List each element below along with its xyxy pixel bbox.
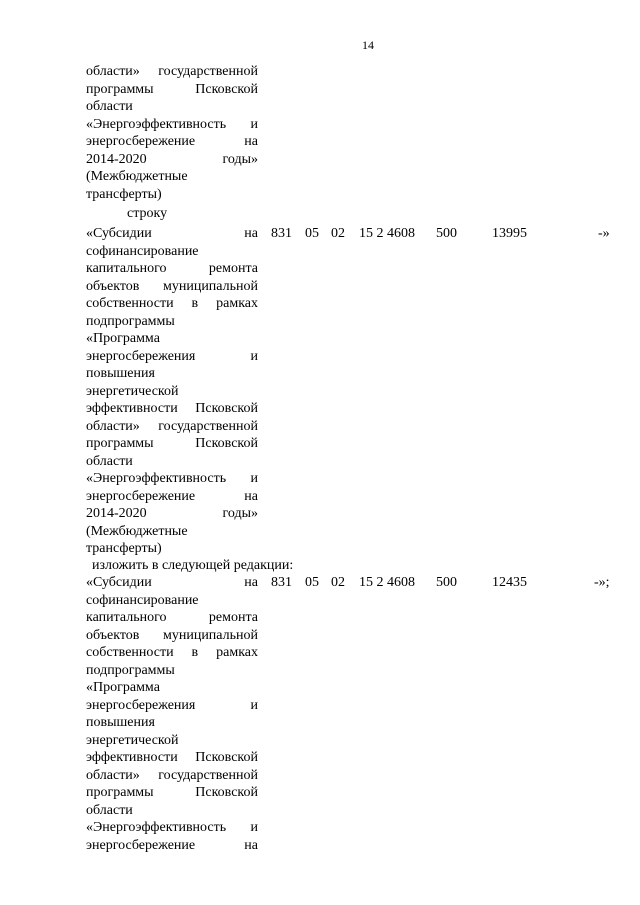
description-line: энергосбережение на bbox=[86, 134, 258, 149]
top-block-description bbox=[86, 63, 258, 203]
row-1-expense-type: 500 bbox=[436, 226, 457, 241]
description-line: эффективности Псковской bbox=[86, 750, 258, 765]
description-line: 2014-2020 годы» bbox=[86, 151, 258, 167]
description-line: энергосбережения и bbox=[86, 348, 258, 364]
description-line: программы Псковской bbox=[86, 436, 258, 451]
description-line: собственности в рамках bbox=[86, 645, 258, 660]
row-1-target-article: 15 2 4608 bbox=[359, 226, 415, 241]
description-line: капитального ремонта bbox=[86, 261, 258, 276]
description-line: 2014-2020 годы» bbox=[86, 506, 258, 521]
description-line: энергосбережение на bbox=[86, 488, 258, 504]
description-line: «Энергоэффективность и bbox=[86, 116, 258, 132]
description-line: «Программа bbox=[86, 331, 160, 346]
description-line: энергосбережение на bbox=[86, 837, 258, 853]
row-2-amount: 12435 bbox=[492, 575, 527, 590]
description-line: повышения bbox=[86, 715, 155, 730]
description-line: области» государственной bbox=[86, 767, 258, 783]
page-number: 14 bbox=[362, 38, 374, 52]
description-line: «Программа bbox=[86, 680, 160, 695]
description-line: «Субсидии на bbox=[86, 575, 258, 590]
description-line: собственности в рамках bbox=[86, 296, 258, 311]
description-line: программы Псковской bbox=[86, 785, 258, 800]
instruction-new-edition: изложить в следующей редакции: bbox=[92, 558, 294, 573]
description-line: софинансирование bbox=[86, 243, 199, 259]
description-line: софинансирование bbox=[86, 592, 199, 608]
row-1-section: 05 bbox=[305, 226, 319, 241]
description-line: подпрограммы bbox=[86, 662, 175, 678]
description-line: «Энергоэффективность и bbox=[86, 820, 258, 835]
description-line: области bbox=[86, 802, 133, 818]
row-1-closing: -» bbox=[598, 226, 610, 241]
row-2-subsection: 02 bbox=[331, 575, 345, 590]
row-1-description bbox=[86, 225, 258, 558]
instruction-replace-row: строку bbox=[127, 206, 168, 221]
description-line: повышения bbox=[86, 366, 155, 381]
description-line: трансферты) bbox=[86, 186, 162, 202]
row-2-expense-type: 500 bbox=[436, 575, 457, 590]
description-line: энергетической bbox=[86, 732, 179, 748]
row-2-section: 05 bbox=[305, 575, 319, 590]
description-line: энергетической bbox=[86, 383, 179, 399]
description-line: программы Псковской bbox=[86, 81, 258, 97]
description-line: области» государственной bbox=[86, 64, 258, 79]
row-2-description bbox=[86, 574, 258, 854]
row-1-ministry: 831 bbox=[271, 226, 292, 241]
description-line: «Энергоэффективность и bbox=[86, 471, 258, 486]
description-line: области bbox=[86, 99, 133, 114]
row-1-subsection: 02 bbox=[331, 226, 345, 241]
description-line: области» государственной bbox=[86, 418, 258, 434]
description-line: объектов муниципальной bbox=[86, 278, 258, 294]
description-line: (Межбюджетные bbox=[86, 523, 188, 539]
description-line: эффективности Псковской bbox=[86, 401, 258, 416]
description-line: «Субсидии на bbox=[86, 226, 258, 241]
description-line: подпрограммы bbox=[86, 313, 175, 329]
row-2-target-article: 15 2 4608 bbox=[359, 575, 415, 590]
row-1-amount: 13995 bbox=[492, 226, 527, 241]
row-2-ministry: 831 bbox=[271, 575, 292, 590]
description-line: трансферты) bbox=[86, 541, 162, 556]
description-line: капитального ремонта bbox=[86, 610, 258, 625]
row-2-closing: -»; bbox=[594, 575, 610, 590]
description-line: области bbox=[86, 453, 133, 469]
description-line: энергосбережения и bbox=[86, 697, 258, 713]
description-line: объектов муниципальной bbox=[86, 627, 258, 643]
description-line: (Межбюджетные bbox=[86, 169, 188, 184]
